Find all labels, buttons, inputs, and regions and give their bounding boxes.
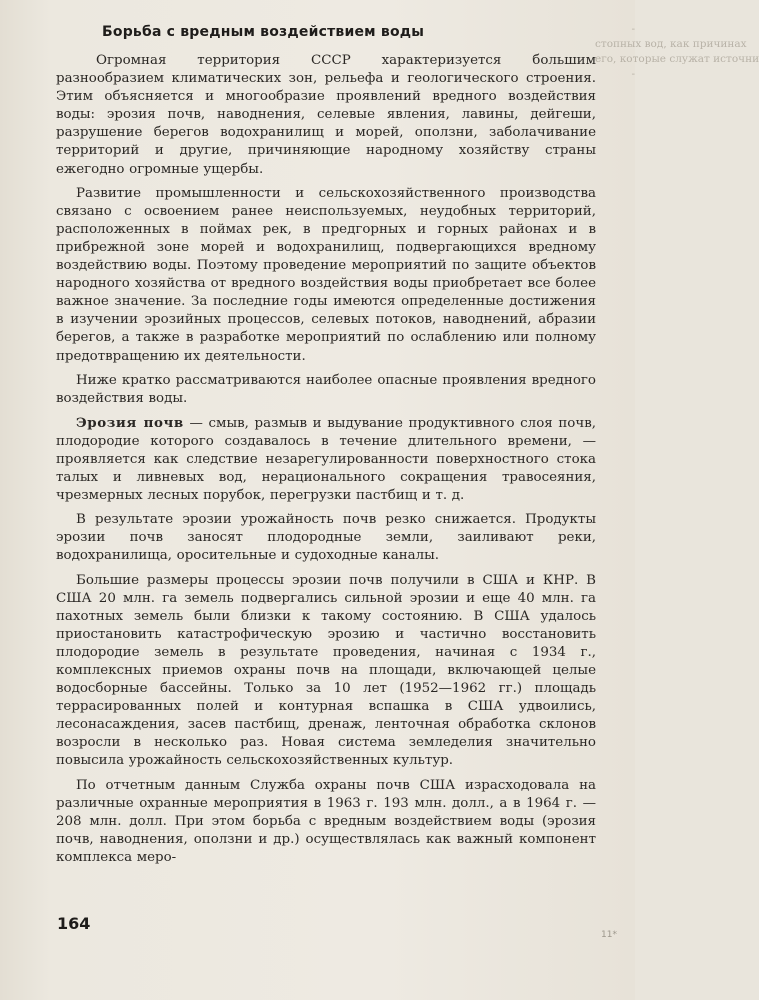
facing-page-bleed-through xyxy=(595,22,759,82)
paragraph-overview: Ниже кратко рассматриваются наиболее опасные проявления вредного воздействия воды. xyxy=(56,372,596,406)
bleed-line: - xyxy=(631,68,635,80)
erosion-definition-text: — смыв, размыв и выдувание продуктивного слоя почв, плодородие которого создавалось в течение длительного времени, — проявляется как следствие незарегулированности поверхностного стока талых и ливневых вод, нерационального сокращения травосеяния, чрезмерных лесных порубок, перегрузки пастбищ и т. д. xyxy=(56,415,596,504)
term-soil-erosion: Эрозия почв xyxy=(76,414,184,431)
paragraph-usa-china: Большие размеры процессы эрозии почв получили в США и КНР. В США 20 млн. га земель подвергались сильной эрозии и еще 40 млн. га пахотных земель были близки к такому состоянию. В США удалось приостановить катастрофическую эрозию и частично восстановить плодородие земель в результате проведения, начиная с 1934 г., комплексных приемов охраны почв на площади, включающей целые водосборные бассейны. Только за 10 лет (1952—1962 гг.) площадь террасированных полей и контурная вспашка в США удвоились, лесонасаждения, засев пастбищ, дренаж, ленточная обработка склонов возросли в несколько раз. Новая система земледелия значительно повысила урожайность сельскохозяйственных культур. xyxy=(56,572,596,769)
page-content xyxy=(56,24,596,873)
paragraph-development: Развитие промышленности и сельскохозяйственного производства связано с освоением ранее неиспользуемых, неудобных территорий, расположенных в поймах рек, в предгорных и горных районах и в прибрежной зоне морей и водохранилищ, подвергающихся вредному воздействию воды. Поэтому проведение мероприятий по защите объектов народного хозяйства от вредного воздействия воды приобретает все более важное значение. За последние годы имеются определенные достижения в изучении эрозийных процессов, селевых потоков, наводнений, абразии берегов, а также в разработке мероприятий по ослаблению или полному предотвращению их деятельности. xyxy=(56,185,596,364)
signature-mark: 11* xyxy=(601,930,617,940)
bleed-line: его, которые служат источни xyxy=(595,53,759,65)
bleed-line: стопных вод, как причинах xyxy=(595,38,747,50)
section-heading: Борьба с вредным воздействием воды xyxy=(102,24,425,40)
paragraph-erosion-effects: В результате эрозии урожайность почв резко снижается. Продукты эрозии почв заносят плодородные земли, заиливают реки, водохранилища, оросительные и судоходные каналы. xyxy=(56,512,596,564)
paragraph-intro: Огромная территория СССР характеризуется большим разнообразием климатических зон, рельефа и геологического строения. Этим объясняется и многообразие проявлений вредного воздействия воды: эрозия почв, наводнения, селевые явления, лавины, дейгеши, разрушение берегов водохранилищ и морей, оползни, заболачивание территорий и другие, причиняющие народному хозяйству страны ежегодно огромные ущербы. xyxy=(56,53,596,177)
paragraph-erosion-definition xyxy=(56,414,596,505)
page-number: 164 xyxy=(57,914,91,933)
paragraph-soil-service: По отчетным данным Служба охраны почв США израсходовала на различные охранные мероприятия в 1963 г. 193 млн. долл., а в 1964 г. — 208 млн. долл. При этом борьба с вредным воздействием воды (эрозия почв, наводнения, оползни и др.) осуществлялась как важный компонент комплекса меро- xyxy=(56,777,596,865)
bleed-line: - xyxy=(631,23,635,35)
